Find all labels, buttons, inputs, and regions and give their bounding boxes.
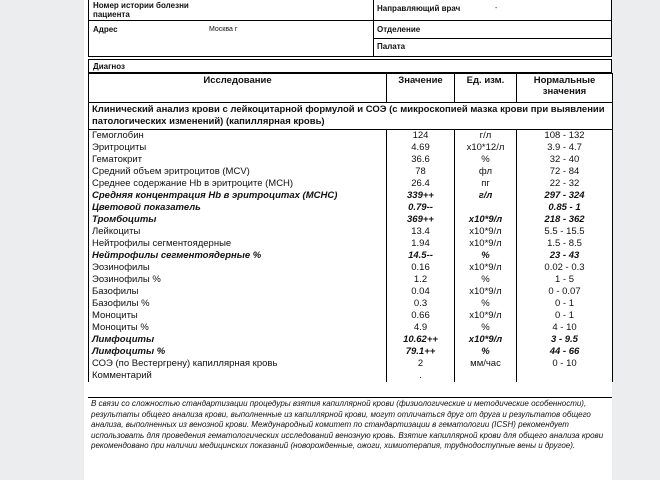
test-reference: 0 - 1 (517, 298, 613, 310)
test-unit: пг (455, 178, 517, 190)
test-value: 339++ (387, 190, 455, 202)
test-value: 78 (387, 166, 455, 178)
table-row (89, 130, 613, 143)
doctor-value: - (495, 5, 498, 12)
test-reference: 0 - 10 (517, 358, 613, 370)
test-unit: % (455, 274, 517, 286)
doctor-label: Направляющий врач (377, 4, 461, 13)
table-row (89, 346, 613, 358)
section-row (89, 103, 613, 130)
test-value: 36.6 (387, 154, 455, 166)
test-value: 0.04 (387, 286, 455, 298)
test-reference: 4 - 10 (517, 322, 613, 334)
test-reference: 22 - 32 (517, 178, 613, 190)
test-name: Лимфоциты (89, 334, 387, 346)
test-name: Гемоглобин (89, 130, 387, 143)
history-label: Номер истории болезни пациента (93, 1, 189, 19)
table-row (89, 142, 613, 154)
test-value: 4.9 (387, 322, 455, 334)
test-unit: x10*9/л (455, 310, 517, 322)
test-reference: 23 - 43 (517, 250, 613, 262)
test-name: Тромбоциты (89, 214, 387, 226)
test-value: 124 (387, 130, 455, 143)
test-unit (455, 202, 517, 214)
section-title: Клинический анализ крови с лейкоцитарной формулой и СОЭ (с микроскопией мазка крови при выявлении патологических изменений) (капиллярная кровь) (89, 103, 613, 130)
test-unit: % (455, 322, 517, 334)
test-reference: 218 - 362 (517, 214, 613, 226)
test-unit: x10*9/л (455, 334, 517, 346)
test-name: Комментарий (89, 370, 387, 382)
table-row (89, 154, 613, 166)
col-header-unit: Ед. изм. (455, 74, 517, 103)
test-value: 26.4 (387, 178, 455, 190)
test-reference: 0.85 - 1 (517, 202, 613, 214)
table-row (89, 298, 613, 310)
test-value: 79.1++ (387, 346, 455, 358)
test-unit: % (455, 250, 517, 262)
test-value: 10.62++ (387, 334, 455, 346)
test-value: 0.16 (387, 262, 455, 274)
test-unit: x10*12/л (455, 142, 517, 154)
table-row (89, 322, 613, 334)
test-unit: г/л (455, 190, 517, 202)
table-row (89, 202, 613, 214)
table-row (89, 214, 613, 226)
test-value: 1.94 (387, 238, 455, 250)
test-name: Нейтрофилы сегментоядерные (89, 238, 387, 250)
test-value: 0.66 (387, 310, 455, 322)
test-name: Лейкоциты (89, 226, 387, 238)
test-unit: x10*9/л (455, 286, 517, 298)
test-name: Цветовой показатель (89, 202, 387, 214)
test-value: 14.5-- (387, 250, 455, 262)
test-value: 1.2 (387, 274, 455, 286)
test-reference: 0 - 0.07 (517, 286, 613, 298)
test-reference: 72 - 84 (517, 166, 613, 178)
test-value: 0.3 (387, 298, 455, 310)
table-row (89, 334, 613, 346)
table-row (89, 358, 613, 370)
test-reference: 1.5 - 8.5 (517, 238, 613, 250)
table-row (89, 370, 613, 382)
table-row (89, 250, 613, 262)
test-reference: 0 - 1 (517, 310, 613, 322)
test-value: 13.4 (387, 226, 455, 238)
test-unit: x10*9/л (455, 238, 517, 250)
table-row (89, 286, 613, 298)
table-row (89, 226, 613, 238)
test-unit: г/л (455, 130, 517, 143)
test-unit: фл (455, 166, 517, 178)
department-label: Отделение (377, 25, 421, 34)
test-value: 0.79-- (387, 202, 455, 214)
test-reference: 3.9 - 4.7 (517, 142, 613, 154)
test-reference: 5.5 - 15.5 (517, 226, 613, 238)
table-row (89, 166, 613, 178)
col-header-reference: Нормальные значения (517, 74, 613, 103)
test-name: Гематокрит (89, 154, 387, 166)
test-reference (517, 370, 613, 382)
table-row (89, 178, 613, 190)
test-unit: x10*9/л (455, 214, 517, 226)
test-name: Лимфоциты % (89, 346, 387, 358)
test-name: Эритроциты (89, 142, 387, 154)
diagnosis-label: Диагноз (93, 62, 125, 71)
test-unit (455, 370, 517, 382)
test-unit: % (455, 346, 517, 358)
test-name: Моноциты (89, 310, 387, 322)
col-header-value: Значение (387, 74, 455, 103)
test-name: СОЭ (по Вестергрену) капиллярная кровь (89, 358, 387, 370)
test-reference: 1 - 5 (517, 274, 613, 286)
table-row (89, 274, 613, 286)
test-value: 369++ (387, 214, 455, 226)
test-unit: мм/час (455, 358, 517, 370)
ward-label: Палата (377, 42, 406, 51)
test-name: Эозинофилы % (89, 274, 387, 286)
test-unit: % (455, 154, 517, 166)
test-reference: 32 - 40 (517, 154, 613, 166)
test-reference: 44 - 66 (517, 346, 613, 358)
test-name: Эозинофилы (89, 262, 387, 274)
address-value: Москва г (209, 26, 238, 33)
test-reference: 108 - 132 (517, 130, 613, 143)
table-row (89, 310, 613, 322)
test-name: Базофилы (89, 286, 387, 298)
test-name: Базофилы % (89, 298, 387, 310)
test-unit: % (455, 298, 517, 310)
test-name: Среднее содержание Hb в эритроците (MCH) (89, 178, 387, 190)
col-header-test: Исследование (89, 74, 387, 103)
table-row (89, 238, 613, 250)
test-name: Моноциты % (89, 322, 387, 334)
patient-header (88, 0, 612, 57)
test-unit: x10*9/л (455, 262, 517, 274)
test-name: Средняя концентрация Hb в эритроцитах (MCHC) (89, 190, 387, 202)
test-reference: 0.02 - 0.3 (517, 262, 613, 274)
test-reference: 297 - 324 (517, 190, 613, 202)
test-value: 4.69 (387, 142, 455, 154)
test-value: . (387, 370, 455, 382)
test-unit: x10*9/л (455, 226, 517, 238)
test-value: 2 (387, 358, 455, 370)
results-table (88, 73, 613, 382)
table-row (89, 262, 613, 274)
test-reference: 3 - 9.5 (517, 334, 613, 346)
test-name: Нейтрофилы сегментоядерные % (89, 250, 387, 262)
table-header-row (89, 74, 613, 103)
disclaimer-note: В связи со сложностью стандартизации процедуры взятия капиллярной крови (физиологические и методические особенности), результаты общего анализа крови, выполненные из капиллярной крови, могут отличаться друг от друга и результатов общего анализа, выполненных из венозной крови. Международный комитет по стандартизации в гематологии (ICSH) рекомендует использовать для проведения гематологических исследований венозную кровь. Взятие капиллярной крови для общего анализа крови рекомендовано при наличии медицинских показаний (новорожденные, ожоги, химиотерапия, труднодоступные вены и другое). (91, 399, 604, 451)
address-label: Адрес (93, 25, 118, 34)
header-divider (373, 0, 374, 56)
diagnosis-row (88, 59, 612, 73)
test-name: Средний объем эритроцитов (MCV) (89, 166, 387, 178)
table-row (89, 190, 613, 202)
